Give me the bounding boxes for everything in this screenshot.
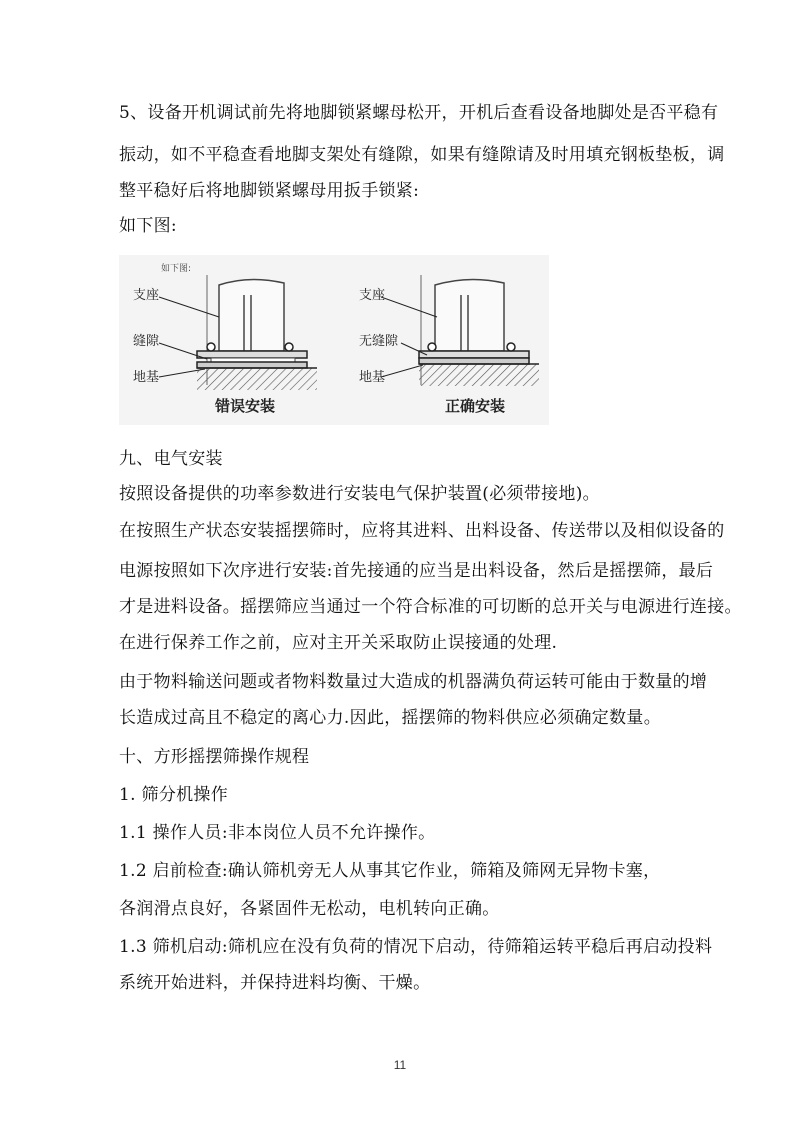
label-base-left: 地基 <box>133 370 160 385</box>
paragraph-line: 1.2 启前检查:确认筛机旁无人从事其它作业，筛箱及筛网无异物卡塞， <box>119 861 661 881</box>
label-gap-right: 无缝隙 <box>359 334 399 349</box>
subheading-line: 1. 筛分机操作 <box>119 785 229 805</box>
paragraph-line: 各润滑点良好，各紧固件无松动，电机转向正确。 <box>119 899 500 919</box>
section-heading-electrical: 九、电气安装 <box>119 449 223 469</box>
figure-caption-small: 如下图: <box>161 264 192 274</box>
section-heading-operation: 十、方形摇摆筛操作规程 <box>119 747 310 767</box>
paragraph-line: 在按照生产状态安装摇摆筛时，应将其进料、出料设备、传送带以及相似设备的 <box>119 521 725 541</box>
paragraph-line: 由于物料输送问题或者物料数量过大造成的机器满负荷运转可能由于数量的增 <box>119 672 708 692</box>
installation-figure <box>119 255 549 425</box>
paragraph-line: 振动，如不平稳查看地脚支架处有缝隙，如果有缝隙请及时用填充钢板垫板，调 <box>119 145 725 165</box>
paragraph-line: 电源按照如下次序进行安装:首先接通的应当是出料设备，然后是摇摆筛，最后 <box>119 561 714 581</box>
paragraph-line: 在进行保养工作之前，应对主开关采取防止误接通的处理. <box>119 633 558 653</box>
paragraph-line: 5、设备开机调试前先将地脚锁紧螺母松开，开机后查看设备地脚处是否平稳有 <box>119 103 719 123</box>
paragraph-line: 才是进料设备。摇摆筛应当通过一个符合标准的可切断的总开关与电源进行连接。 <box>119 597 742 617</box>
wrong-install-title: 错误安装 <box>215 397 276 415</box>
paragraph-line: 系统开始进料，并保持进料均衡、干燥。 <box>119 973 431 993</box>
label-gap-left: 缝隙 <box>133 334 160 349</box>
paragraph-line: 整平稳好后将地脚锁紧螺母用扳手锁紧: <box>119 181 420 201</box>
paragraph-line: 长造成过高且不稳定的离心力.因此，摇摆筛的物料供应必须确定数量。 <box>119 708 662 728</box>
correct-install-title: 正确安装 <box>445 397 506 415</box>
page-number: 11 <box>393 1058 407 1072</box>
paragraph-line: 1.3 筛机启动:筛机应在没有负荷的情况下启动，待筛箱运转平稳后再启动投料 <box>119 937 713 957</box>
label-support-right: 支座 <box>359 288 386 303</box>
paragraph-line: 如下图: <box>119 216 177 236</box>
paragraph-line: 1.1 操作人员:非本岗位人员不允许操作。 <box>119 823 436 843</box>
label-support-left: 支座 <box>133 288 160 303</box>
paragraph-line: 按照设备提供的功率参数进行安装电气保护装置(必须带接地)。 <box>119 484 600 504</box>
label-base-right: 地基 <box>359 370 386 385</box>
